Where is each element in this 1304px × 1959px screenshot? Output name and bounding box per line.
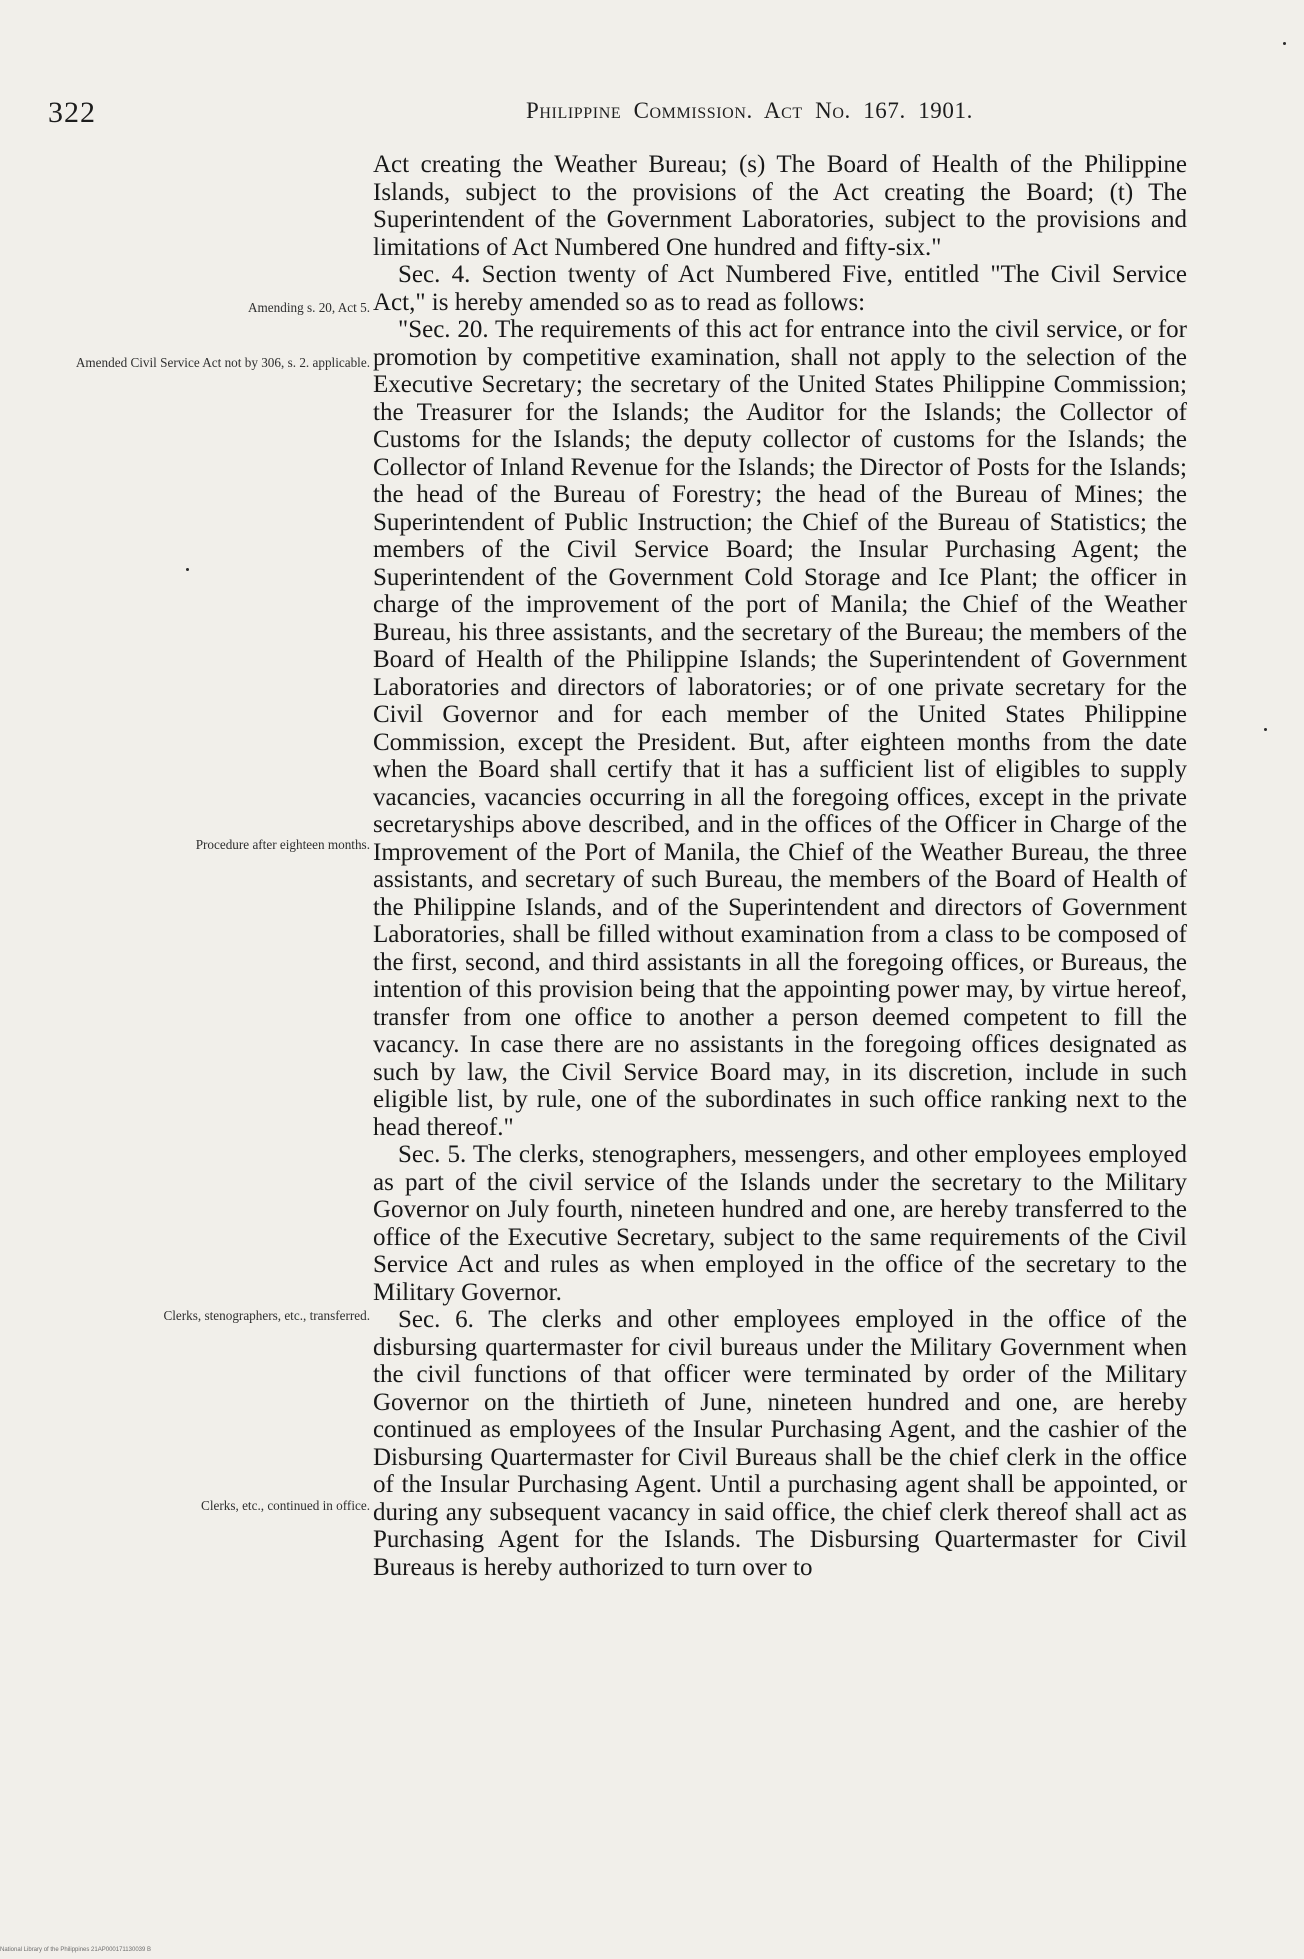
- body-paragraph: Sec. 4. Section twenty of Act Numbered Five, entitled "The Civil Service Act," is hereby amended so as to read as follows:: [373, 261, 1187, 316]
- body-text: [373, 151, 1187, 1581]
- footer-credit: National Library of the Philippines 21AP000171130039 B: [0, 1947, 151, 1953]
- ink-speck: [1264, 728, 1267, 731]
- body-paragraph: Sec. 6. The clerks and other employees employed in the office of the disbursing quartermaster for civil bureaus under the Military Government when the civil functions of that officer were terminated by order of the Military Governor on the thirtieth of June, nineteen hundred and one, are hereby continued as employees of the Insular Purchasing Agent, and the cashier of the Disbursing Quartermaster for Civil Bureaus shall be the chief clerk in the office of the Insular Purchasing Agent. Until a purchasing agent shall be appointed, or during any subsequent vacancy in said office, the chief clerk thereof shall act as Purchasing Agent for the Islands. The Disbursing Quartermaster for Civil Bureaus is hereby authorized to turn over to: [373, 1306, 1187, 1581]
- running-head: Philippine Commission. Act No. 167. 1901.: [526, 98, 973, 123]
- margin-note-procedure: Procedure after eighteen months.: [195, 837, 370, 852]
- ink-speck: [1283, 42, 1286, 45]
- body-paragraph: Act creating the Weather Bureau; (s) The Board of Health of the Philippine Islands, subject to the provisions of the Act creating the Board; (t) The Superintendent of the Government Laboratories, subject to the provisions and limitations of Act Numbered One hundred and fifty-six.": [373, 151, 1187, 261]
- body-paragraph: Sec. 5. The clerks, stenographers, messengers, and other employees employed as part of the civil service of the Islands under the secretary to the Military Governor on July fourth, nineteen hundred and one, are hereby transferred to the office of the Executive Secretary, subject to the same requirements of the Civil Service Act and rules as when employed in the office of the secretary to the Military Governor.: [373, 1141, 1187, 1306]
- margin-notes: [40, 0, 370, 1959]
- margin-note-amended-civil-service: Amended Civil Service Act not by 306, s. 2. applicable.: [75, 355, 370, 370]
- ink-speck: [186, 568, 189, 571]
- page-number: 322: [48, 96, 96, 129]
- margin-note-clerks-transferred: Clerks, stenographers, etc., transferred.: [163, 1308, 370, 1323]
- body-paragraph: "Sec. 20. The requirements of this act for entrance into the civil service, or for promotion by competitive examination, shall not apply to the selection of the Executive Secretary; the secretary of the United States Philippine Commission; the Treasurer for the Islands; the Auditor for the Islands; the Collector of Customs for the Islands; the deputy collector of customs for the Islands; the Collector of Inland Revenue for the Islands; the Director of Posts for the Islands; the head of the Bureau of Forestry; the head of the Bureau of Mines; the Superintendent of Public Instruction; the Chief of the Bureau of Statistics; the members of the Civil Service Board; the Insular Purchasing Agent; the Superintendent of the Government Cold Storage and Ice Plant; the officer in charge of the improvement of the port of Manila; the Chief of the Weather Bureau, his three assistants, and the secretary of the Bureau; the members of the Board of Health of the Philippine Islands; the Superintendent of Government Laboratories and directors of laboratories; or of one private secretary for the Civil Governor and for each member of the United States Philippine Commission, except the President. But, after eighteen months from the date when the Board shall certify that it has a sufficient list of eligibles to supply vacancies, vacancies occurring in all the foregoing offices, except in the private secretaryships above described, and in the offices of the Officer in Charge of the Improvement of the Port of Manila, the Chief of the Weather Bureau, the three assistants, and secretary of such Bureau, the members of the Board of Health of the Philippine Islands, and of the Superintendent and directors of Government Laboratories, shall be filled without examination from a class to be composed of the first, second, and third assistants in all the foregoing offices, or Bureaus, the intention of this provision being that the appointing power may, by virtue hereof, transfer from one office to another a person deemed competent to fill the vacancy. In case there are no assistants in the foregoing offices designated as such by law, the Civil Service Board may, in its discretion, include in such eligible list, by rule, one of the subordinates in such office ranking next to the head thereof.": [373, 316, 1187, 1141]
- margin-note-clerks-continued: Clerks, etc., continued in office.: [201, 1498, 370, 1513]
- margin-note-amending: Amending s. 20, Act 5.: [248, 300, 370, 315]
